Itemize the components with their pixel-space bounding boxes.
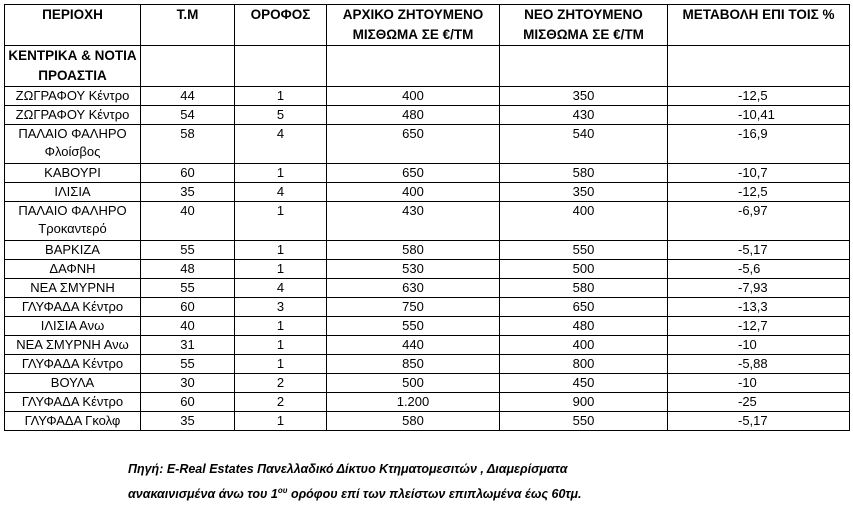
cell-change: -7,93 (668, 279, 850, 298)
source-note (128, 458, 848, 505)
cell-sqm: 35 (141, 412, 235, 431)
table-row (5, 125, 850, 164)
cell-initial-rent: 440 (327, 336, 500, 355)
source-note-line2: ανακαινισμένα άνω του $1^{o\upsilon}$ ορόφου επί των πλείστων επιπλωμένα έως 60τμ. (128, 486, 582, 502)
rent-table (4, 4, 850, 431)
table-row (5, 106, 850, 125)
table-row (5, 317, 850, 336)
cell-new-rent: 580 (500, 164, 668, 183)
cell-floor: 4 (235, 125, 327, 164)
cell-new-rent: 350 (500, 183, 668, 202)
cell-sqm: 60 (141, 298, 235, 317)
cell-change: -25 (668, 393, 850, 412)
cell-initial-rent: 650 (327, 125, 500, 164)
cell-floor: 4 (235, 279, 327, 298)
cell-floor: 5 (235, 106, 327, 125)
header-row (5, 5, 850, 46)
cell-floor: 4 (235, 183, 327, 202)
cell-floor: 1 (235, 336, 327, 355)
cell-region: ΙΛΙΣΙΑ Ανω (5, 317, 141, 336)
cell-region: ΝΕΑ ΣΜΥΡΝΗ Ανω (5, 336, 141, 355)
cell-change: -10 (668, 374, 850, 393)
cell-change: -10,7 (668, 164, 850, 183)
cell-floor: 1 (235, 260, 327, 279)
cell-sqm: 40 (141, 317, 235, 336)
cell-new-rent: 550 (500, 412, 668, 431)
cell-new-rent: 900 (500, 393, 668, 412)
cell-new-rent: 480 (500, 317, 668, 336)
cell-change: -10 (668, 336, 850, 355)
cell-floor: 1 (235, 317, 327, 336)
cell-new-rent: 430 (500, 106, 668, 125)
cell-change: -5,17 (668, 412, 850, 431)
cell-sqm: 60 (141, 393, 235, 412)
cell-change: -5,88 (668, 355, 850, 374)
cell-change: -12,5 (668, 87, 850, 106)
table-row (5, 374, 850, 393)
cell-sqm: 55 (141, 279, 235, 298)
cell-initial-rent: 500 (327, 374, 500, 393)
cell-region: ΒΟΥΛΑ (5, 374, 141, 393)
cell-new-rent: 650 (500, 298, 668, 317)
cell-initial-rent: 580 (327, 241, 500, 260)
cell-sqm: 48 (141, 260, 235, 279)
cell-sqm: 55 (141, 355, 235, 374)
cell-floor: 1 (235, 241, 327, 260)
cell-change: -6,97 (668, 202, 850, 241)
cell-new-rent: 800 (500, 355, 668, 374)
cell-floor: 3 (235, 298, 327, 317)
cell-sqm: 44 (141, 87, 235, 106)
cell-region: ΓΛΥΦΑΔΑ Κέντρο (5, 298, 141, 317)
header-new-rent: ΝΕΟ ΖΗΤΟΥΜΕΝΟ ΜΙΣΘΩΜΑ ΣΕ €/ΤΜ (500, 5, 668, 46)
table-row (5, 87, 850, 106)
cell-region: ΔΑΦΝΗ (5, 260, 141, 279)
cell-initial-rent: 400 (327, 183, 500, 202)
table-row (5, 298, 850, 317)
table-row (5, 183, 850, 202)
cell-floor: 1 (235, 202, 327, 241)
header-initial-rent: ΑΡΧΙΚΟ ΖΗΤΟΥΜΕΝΟ ΜΙΣΘΩΜΑ ΣΕ €/ΤΜ (327, 5, 500, 46)
cell-floor: 1 (235, 87, 327, 106)
cell-sqm: 40 (141, 202, 235, 241)
table-row (5, 260, 850, 279)
header-region: ΠΕΡΙΟΧΗ (5, 5, 141, 46)
cell-initial-rent: 550 (327, 317, 500, 336)
cell-floor: 1 (235, 164, 327, 183)
cell-sqm: 31 (141, 336, 235, 355)
cell-region: ΖΩΓΡΑΦΟΥ Κέντρο (5, 106, 141, 125)
header-floor: ΟΡΟΦΟΣ (235, 5, 327, 46)
table-row (5, 355, 850, 374)
header-change: ΜΕΤΑΒΟΛΗ ΕΠΙ ΤΟΙΣ % (668, 5, 850, 46)
cell-change: -5,17 (668, 241, 850, 260)
cell-region: ΓΛΥΦΑΔΑ Κέντρο (5, 393, 141, 412)
cell-change: -16,9 (668, 125, 850, 164)
cell-region: ΖΩΓΡΑΦΟΥ Κέντρο (5, 87, 141, 106)
cell-new-rent: 450 (500, 374, 668, 393)
cell-region: ΙΛΙΣΙΑ (5, 183, 141, 202)
cell-change: -12,7 (668, 317, 850, 336)
cell-change: -10,41 (668, 106, 850, 125)
cell-region: ΓΛΥΦΑΔΑ Γκολφ (5, 412, 141, 431)
cell-change: -13,3 (668, 298, 850, 317)
table-row (5, 202, 850, 241)
cell-change: -12,5 (668, 183, 850, 202)
cell-new-rent: 580 (500, 279, 668, 298)
cell-initial-rent: 650 (327, 164, 500, 183)
cell-new-rent: 540 (500, 125, 668, 164)
cell-floor: 2 (235, 374, 327, 393)
cell-initial-rent: 480 (327, 106, 500, 125)
cell-initial-rent: 580 (327, 412, 500, 431)
cell-region: ΠΑΛΑΙΟ ΦΑΛΗΡΟ Τροκαντερό (5, 202, 141, 241)
cell-sqm: 58 (141, 125, 235, 164)
section-row (5, 46, 850, 87)
cell-new-rent: 350 (500, 87, 668, 106)
cell-region: ΝΕΑ ΣΜΥΡΝΗ (5, 279, 141, 298)
table-row (5, 393, 850, 412)
cell-sqm: 35 (141, 183, 235, 202)
cell-new-rent: 500 (500, 260, 668, 279)
cell-initial-rent: 850 (327, 355, 500, 374)
cell-sqm: 30 (141, 374, 235, 393)
cell-initial-rent: 630 (327, 279, 500, 298)
cell-initial-rent: 400 (327, 87, 500, 106)
cell-change: -5,6 (668, 260, 850, 279)
cell-region: ΠΑΛΑΙΟ ΦΑΛΗΡΟ Φλοίσβος (5, 125, 141, 164)
cell-initial-rent: 750 (327, 298, 500, 317)
cell-initial-rent: 530 (327, 260, 500, 279)
section-label: ΚΕΝΤΡΙΚΑ & ΝΟΤΙΑ ΠΡΟΑΣΤΙΑ (5, 46, 141, 87)
cell-sqm: 55 (141, 241, 235, 260)
cell-region: ΒΑΡΚΙΖΑ (5, 241, 141, 260)
cell-region: ΓΛΥΦΑΔΑ Κέντρο (5, 355, 141, 374)
table-row (5, 164, 850, 183)
cell-new-rent: 400 (500, 336, 668, 355)
table-row (5, 241, 850, 260)
table-row (5, 412, 850, 431)
cell-floor: 1 (235, 412, 327, 431)
cell-new-rent: 400 (500, 202, 668, 241)
cell-initial-rent: 1.200 (327, 393, 500, 412)
cell-sqm: 54 (141, 106, 235, 125)
cell-region: ΚΑΒΟΥΡΙ (5, 164, 141, 183)
table-row (5, 279, 850, 298)
header-sqm: Τ.Μ (141, 5, 235, 46)
table-row (5, 336, 850, 355)
cell-new-rent: 550 (500, 241, 668, 260)
cell-initial-rent: 430 (327, 202, 500, 241)
source-note-line1: Πηγή: E-Real Estates Πανελλαδικό Δίκτυο Κτηματομεσιτών , Διαμερίσματα (128, 462, 568, 476)
cell-sqm: 60 (141, 164, 235, 183)
cell-floor: 2 (235, 393, 327, 412)
cell-floor: 1 (235, 355, 327, 374)
